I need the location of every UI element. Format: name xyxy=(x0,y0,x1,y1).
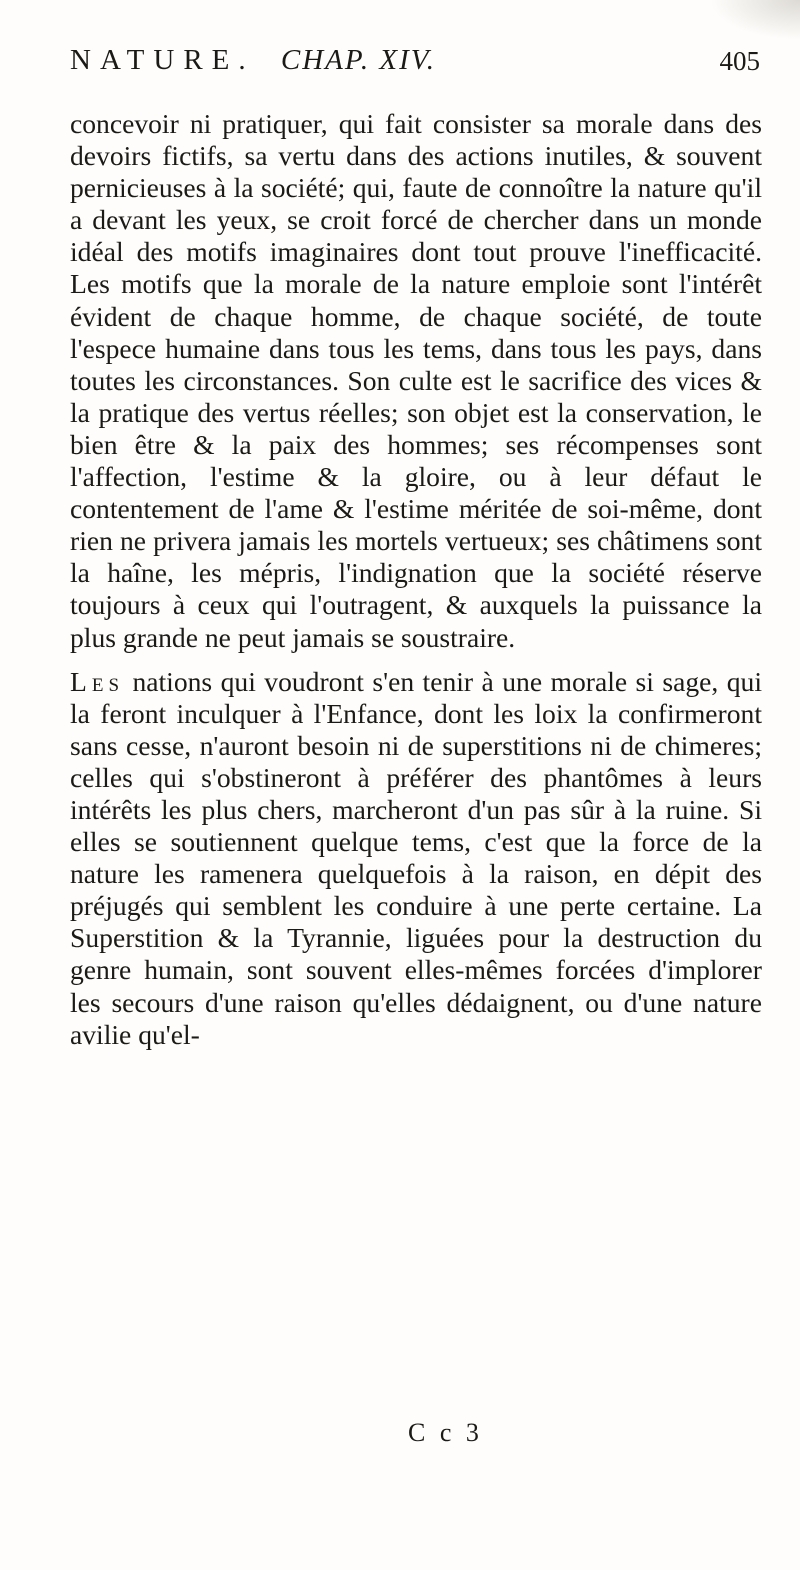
paragraph-2 xyxy=(70,666,762,1051)
running-title: NATURE. xyxy=(70,44,255,76)
running-head xyxy=(70,44,436,77)
paragraph-2-lead: Les xyxy=(70,665,125,697)
page-number: 405 xyxy=(719,46,760,76)
paragraph-2-text: nations qui voudront s'en tenir à une morale si sage, qui la feront inculquer à l'Enfance, dont les loix la confirmeront sans cesse, n'auront besoin ni de superstitions ni de chimeres; celles qui s'obstineront à préférer des phantômes à leurs intérêts les plus chers, marcheront d'un pas sûr à la ruine. Si elles se soutiennent quelque tems, c'est que la force de la nature les ramenera quelquefois à la raison, en dépit des préjugés qui semblent les conduire à une perte certaine. La Superstition & la Tyrannie, liguées pour la destruction du genre humain, sont souvent elles-mêmes forcées d'implorer les secours d'une raison qu'elles dédaignent, ou d'une nature avilie qu'el- xyxy=(70,665,762,1050)
body-text xyxy=(70,108,762,1051)
signature-mark: C c 3 xyxy=(408,1418,483,1447)
page-header xyxy=(70,44,760,80)
chapter-label: CHAP. XIV. xyxy=(280,44,436,76)
page-corner-stain xyxy=(710,0,800,40)
paragraph-1: concevoir ni pratiquer, qui fait consister sa morale dans des devoirs fictifs, sa vertu dans des actions inutiles, & souvent pernicieuses à la société; qui, faute de connoître la nature qu'il a devant les yeux, se croit forcé de chercher dans un monde idéal des motifs imaginaires dont tout prouve l'inefficacité. Les motifs que la morale de la nature emploie sont l'intérêt évident de chaque homme, de chaque société, de toute l'espece humaine dans tous les tems, dans tous les pays, dans toutes les circonstances. Son culte est le sacrifice des vices & la pratique des vertus réelles; son objet est la conservation, le bien être & la paix des hommes; ses récompenses sont l'affection, l'estime & la gloire, ou à leur défaut le contentement de l'ame & l'estime méritée de soi-même, dont rien ne privera jamais les mortels vertueux; ses châtimens sont la haîne, les mépris, l'indignation que la société réserve toujours à ceux qui l'outragent, & auxquels la puissance la plus grande ne peut jamais se soustraire. xyxy=(70,108,762,653)
